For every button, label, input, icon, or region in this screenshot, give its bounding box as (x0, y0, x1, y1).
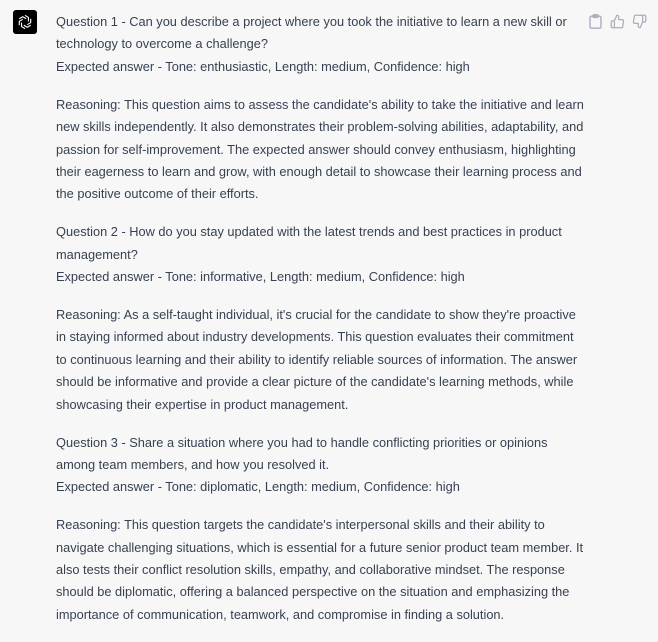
openai-logo-icon (16, 13, 34, 31)
thumbs-up-icon (610, 14, 625, 29)
assistant-avatar (13, 10, 37, 34)
question-text: Question 1 - Can you describe a project where you took the initiative to learn a new skill or technology to overcome a challenge? (56, 14, 567, 52)
clipboard-icon (589, 14, 602, 29)
question-text: Question 3 - Share a situation where you had to handle conflicting priorities or opinions among team members, and how you resolved it. (56, 434, 548, 472)
message-actions (586, 12, 648, 30)
reasoning-text: Reasoning: This question aims to assess the candidate's ability to take the initiative and learn new skills independently. It also demonstrates their problem-solving abilities, adaptability, and passion for self-improvement. The expected answer should convey enthusiasm, highlighting their eagerness to learn and grow, with enough detail to showcase their learning process and the positive outcome of their efforts. (56, 96, 584, 202)
dislike-button[interactable] (630, 12, 648, 30)
copy-button[interactable] (586, 12, 604, 30)
question-block-3 (56, 432, 584, 499)
message-content (56, 11, 584, 642)
reasoning-text: Reasoning: This question targets the candidate's interpersonal skills and their ability to navigate challenging situations, which is essential for a future senior product team member. It also tests their conflict resolution skills, empathy, and collaborative mindset. The response should be diplomatic, offering a balanced perspective on the situation and emphasizing the importance of communication, teamwork, and compromise in finding a solution. (56, 517, 584, 622)
question-block-1 (56, 11, 584, 78)
expected-answer: Expected answer - Tone: enthusiastic, Length: medium, Confidence: high (56, 58, 470, 74)
expected-answer: Expected answer - Tone: informative, Length: medium, Confidence: high (56, 269, 465, 285)
thumbs-down-icon (632, 14, 647, 29)
question-block-2 (56, 221, 584, 288)
like-button[interactable] (608, 12, 626, 30)
reasoning-text: Reasoning: As a self-taught individual, it's crucial for the candidate to show they're proactive in staying informed about industry developments. This question evaluates their commitment to continuous learning and their ability to identify reliable sources of information. The answer should be informative and provide a clear picture of the candidate's learning methods, while showcasing their expertise in product management. (56, 306, 578, 412)
expected-answer: Expected answer - Tone: diplomatic, Length: medium, Confidence: high (56, 479, 460, 495)
question-text: Question 2 - How do you stay updated with the latest trends and best practices in product management? (56, 224, 562, 262)
